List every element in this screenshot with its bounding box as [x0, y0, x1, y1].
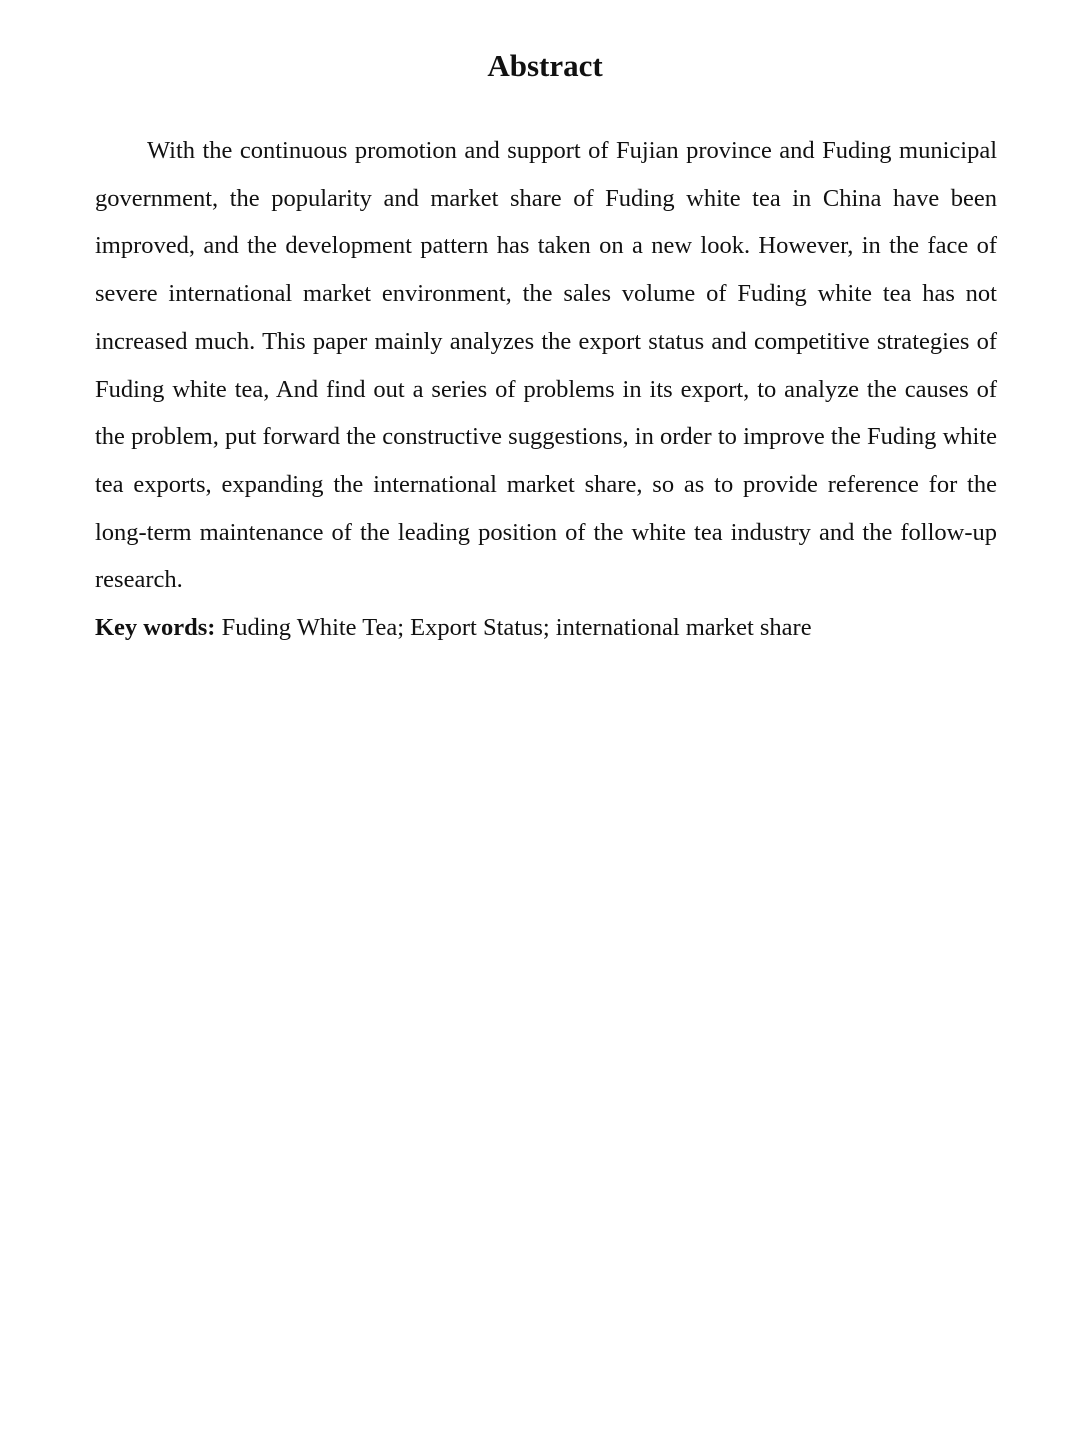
abstract-title: Abstract	[487, 48, 603, 83]
abstract-paragraph: With the continuous promotion and support of Fujian province and Fuding municipal government, the popularity and market share of Fuding white tea in China have been improved, and the development pattern has taken on a new look. However, in the face of severe international market environment, the sales volume of Fuding white tea has not increased much. This paper mainly analyzes the export status and competitive strategies of Fuding white tea, And find out a series of problems in its export, to analyze the causes of the problem, put forward the constructive suggestions, in order to improve the Fuding white tea exports, expanding the international market share, so as to provide reference for the long-term maintenance of the leading position of the white tea industry and the follow-up research.	[95, 137, 997, 594]
keywords-value: Fuding White Tea; Export Status; international market share	[221, 614, 812, 641]
keywords-label: Key words:	[95, 614, 216, 641]
keywords-line	[95, 604, 997, 652]
